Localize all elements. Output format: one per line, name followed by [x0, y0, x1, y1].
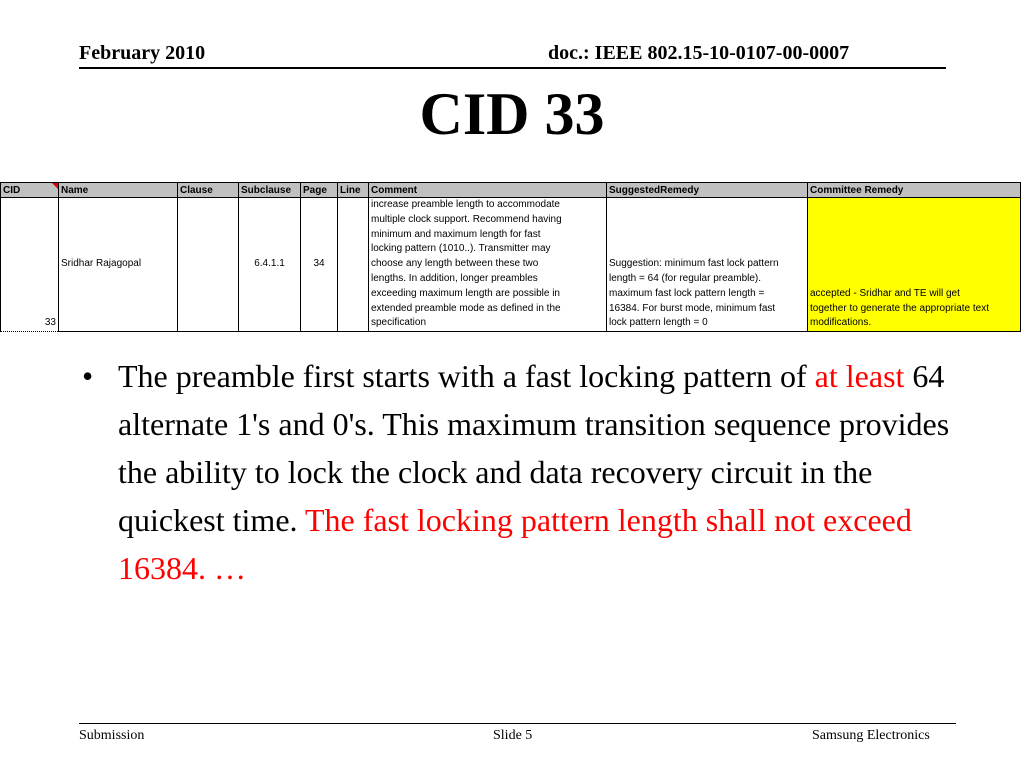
cell-suggested-remedy	[607, 198, 808, 332]
bullet-text-part: The preamble first starts with a fast locking pattern of	[118, 358, 815, 394]
suggested-remedy-line: length = 64 (for regular preamble).	[609, 272, 762, 284]
comment-line: extended preamble mode as defined in the	[371, 302, 561, 314]
suggested-remedy-line: Suggestion: minimum fast lock pattern	[609, 258, 779, 270]
comment-indicator-icon	[52, 183, 58, 189]
footer-submission: Submission	[79, 728, 145, 743]
bullet-icon: •	[82, 358, 94, 394]
footer-organization: Samsung Electronics	[812, 728, 930, 743]
cell-name: Sridhar Rajagopal	[59, 198, 178, 332]
cell-clause	[178, 198, 239, 332]
cell-page: 34	[301, 198, 338, 332]
committee-remedy-line: modifications.	[810, 317, 872, 329]
col-header-clause: Clause	[178, 183, 239, 198]
col-header-name: Name	[59, 183, 178, 198]
footer-slide-number: Slide 5	[493, 728, 533, 743]
col-header-line: Line	[338, 183, 369, 198]
bullet-text	[118, 352, 956, 592]
table-header-row	[1, 183, 1021, 198]
bullet-text-part: 64 alternate 1's and 0's. This maximum transition sequence provides the ability to lock the clock and data recovery circuit in the quickest time.	[118, 358, 950, 538]
suggested-remedy-line: lock pattern length = 0	[609, 317, 708, 329]
slide-title: CID 33	[419, 81, 605, 147]
comment-line: choose any length between these two	[371, 258, 539, 270]
comment-line: exceeding maximum length are possible in	[371, 287, 560, 299]
comment-line: lengths. In addition, longer preambles	[371, 272, 538, 284]
col-header-committee-remedy: Committee Remedy	[808, 183, 1021, 198]
bullet-highlight-at-least: at least	[814, 358, 905, 394]
comment-line: increase preamble length to accommodate	[371, 199, 560, 210]
cell-comment	[369, 198, 607, 332]
table-row	[1, 198, 1021, 332]
bullet-highlight-limit: The fast locking pattern length shall not exceed 16384. …	[118, 502, 912, 586]
cell-committee-remedy	[808, 198, 1021, 332]
header-rule	[79, 67, 946, 69]
cell-line	[338, 198, 369, 332]
comment-line: locking pattern (1010..). Transmitter may	[371, 243, 551, 255]
bullet-item	[76, 352, 956, 592]
footer-rule	[79, 723, 956, 724]
header-date: February 2010	[79, 42, 206, 64]
col-header-comment: Comment	[369, 183, 607, 198]
col-header-page: Page	[301, 183, 338, 198]
cell-cid: 33	[1, 198, 59, 332]
committee-remedy-line: together to generate the appropriate text	[810, 302, 990, 314]
col-header-suggested-remedy: SuggestedRemedy	[607, 183, 808, 198]
suggested-remedy-line: 16384. For burst mode, minimum fast	[609, 302, 776, 314]
committee-remedy-line: accepted - Sridhar and TE will get	[810, 287, 960, 299]
comment-line: minimum and maximum length for fast	[371, 228, 541, 240]
header-doc-id: doc.: IEEE 802.15-10-0107-00-0007	[548, 42, 850, 64]
col-header-cid: CID	[1, 183, 59, 198]
suggested-remedy-line: maximum fast lock pattern length =	[609, 287, 765, 299]
comment-line: specification	[371, 317, 427, 329]
cell-subclause: 6.4.1.1	[239, 198, 301, 332]
comment-table	[0, 182, 1021, 332]
col-header-subclause: Subclause	[239, 183, 301, 198]
comment-line: multiple clock support. Recommend having	[371, 213, 562, 225]
